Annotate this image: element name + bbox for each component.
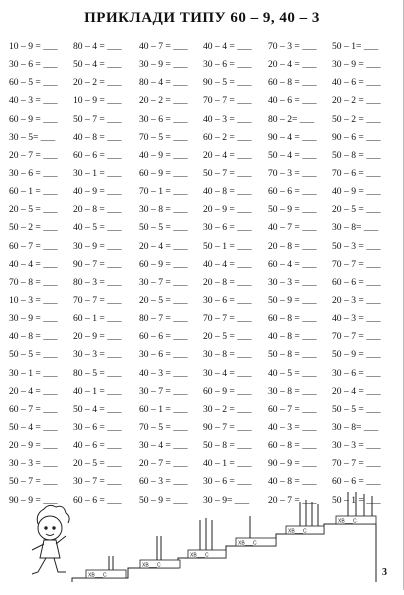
problem-cell: 40 – 6 = ___	[332, 77, 381, 89]
problem-cell: 30 – 1 = ___	[73, 167, 122, 179]
problem-cell: 30 – 9 = ___	[139, 59, 188, 71]
problem-cell: 60 – 7 = ___	[9, 240, 58, 252]
problem-cell: 30 – 7 = ___	[139, 276, 188, 288]
problem-cell: 80 – 4 = ___	[73, 41, 122, 52]
step-label-3: ХВ___С	[190, 552, 209, 559]
problem-cell: 50 – 1 = ___	[332, 494, 381, 506]
problem-cell: 20 – 9 = ___	[73, 331, 122, 343]
problem-cell: 50 – 4 = ___	[268, 149, 317, 161]
problem-cell: 40 – 4 = ___	[9, 258, 58, 270]
problem-cell: 90 – 9 = ___	[268, 458, 317, 470]
problem-cell: 50 – 7 = ___	[73, 113, 122, 125]
problem-cell: 40 – 8 = ___	[9, 331, 58, 343]
problem-cell: 50 – 7 = ___	[9, 476, 58, 488]
problem-cell: 20 – 5 = ___	[139, 294, 188, 306]
problem-cell: 20 – 9 = ___	[9, 440, 58, 452]
problem-cell: 40 – 7 = ___	[268, 222, 317, 234]
problem-cell: 20 – 4 = ___	[268, 59, 317, 71]
problem-cell: 70 – 7 = ___	[203, 95, 252, 107]
problem-cell: 30 – 7 = ___	[73, 476, 122, 488]
problem-cell: 70 – 3 = ___	[268, 41, 317, 52]
problem-cell: 30 – 5= ___	[9, 131, 56, 143]
problem-cell: 60 – 9 = ___	[139, 258, 188, 270]
problem-cell: 60 – 2 = ___	[203, 131, 252, 143]
problem-cell: 10 – 3 = ___	[9, 294, 58, 306]
problem-cell: 20 – 2 = ___	[73, 77, 122, 89]
problem-cell: 60 – 6 = ___	[73, 149, 122, 161]
problem-cell: 30 – 6 = ___	[203, 222, 252, 234]
problem-cell: 80 – 2= ___	[268, 113, 315, 125]
problem-cell: 20 – 5 = ___	[9, 204, 58, 216]
problem-cell: 40 – 5 = ___	[268, 367, 317, 379]
problem-cell: 40 – 3 = ___	[139, 367, 188, 379]
problem-cell: 90 – 6 = ___	[332, 131, 381, 143]
problem-cell: 20 – 9 = ___	[203, 204, 252, 216]
step-label-1: ХВ___С	[88, 572, 107, 579]
problem-cell: 50 – 8 = ___	[203, 440, 252, 452]
problem-cell: 40 – 9 = ___	[139, 149, 188, 161]
problem-cell: 60 – 9 = ___	[203, 385, 252, 397]
problem-cell: 70 – 7 = ___	[332, 331, 381, 343]
problem-cell: 40 – 4 = ___	[203, 41, 252, 52]
problem-cell: 20 – 4 = ___	[203, 149, 252, 161]
problem-cell: 30 – 9 = ___	[332, 59, 381, 71]
problem-cell: 60 – 8 = ___	[268, 77, 317, 89]
problem-cell: 50 – 8 = ___	[268, 349, 317, 361]
problem-cell: 30 – 6 = ___	[203, 59, 252, 71]
problem-cell: 30 – 9 = ___	[9, 313, 58, 325]
problem-cell: 50 – 1= ___	[332, 41, 379, 52]
problem-cell: 70 – 3 = ___	[268, 167, 317, 179]
problem-cell: 40 – 3 = ___	[332, 313, 381, 325]
problem-cell: 90 – 7 = ___	[203, 421, 252, 433]
problem-cell: 20 – 7 = ___	[9, 149, 58, 161]
problem-cell: 50 – 5 = ___	[139, 222, 188, 234]
problem-cell: 60 – 6 = ___	[332, 476, 381, 488]
problem-cell: 30 – 3 = ___	[9, 458, 58, 470]
problem-cell: 50 – 4 = ___	[73, 59, 122, 71]
staircase-illustration	[0, 478, 404, 590]
problem-cell: 90 – 7 = ___	[73, 258, 122, 270]
problem-cell: 40 – 3 = ___	[9, 95, 58, 107]
problem-cell: 30 – 8= ___	[332, 222, 379, 234]
problem-cell: 50 – 2 = ___	[9, 222, 58, 234]
stairs	[72, 492, 376, 582]
problem-cell: 30 – 6 = ___	[139, 113, 188, 125]
problem-cell: 60 – 6 = ___	[332, 276, 381, 288]
problem-cell: 50 – 4 = ___	[9, 421, 58, 433]
problem-cell: 20 – 2 = ___	[139, 95, 188, 107]
problem-cell: 50 – 1 = ___	[203, 240, 252, 252]
problem-cell: 70 – 8 = ___	[9, 276, 58, 288]
problem-cell: 30 – 8 = ___	[268, 385, 317, 397]
problem-cell: 40 – 1 = ___	[203, 458, 252, 470]
problem-cell: 80 – 7 = ___	[139, 313, 188, 325]
problem-cell: 30 – 1 = ___	[9, 367, 58, 379]
problem-cell: 70 – 6 = ___	[332, 167, 381, 179]
problem-cell: 50 – 5 = ___	[332, 403, 381, 415]
page-number: 3	[382, 567, 387, 578]
problem-cell: 60 – 6 = ___	[268, 186, 317, 198]
problem-cell: 10 – 9 = ___	[9, 41, 58, 52]
problem-cell: 20 – 7 = ___	[268, 494, 317, 506]
problem-cell: 40 – 3 = ___	[268, 421, 317, 433]
problem-cell: 30 – 9= ___	[203, 494, 250, 506]
problem-cell: 90 – 9 = ___	[9, 494, 58, 506]
problem-cell: 50 – 9 = ___	[332, 349, 381, 361]
page-title: ПРИКЛАДИ ТИПУ 60 – 9, 40 – 3	[84, 10, 320, 26]
problem-cell: 40 – 3 = ___	[203, 113, 252, 125]
problem-cell: 30 – 2 = ___	[203, 403, 252, 415]
problem-cell: 60 – 4 = ___	[268, 258, 317, 270]
problem-cell: 50 – 3 = ___	[332, 240, 381, 252]
problem-cell: 50 – 2 = ___	[332, 113, 381, 125]
problem-cell: 40 – 4 = ___	[203, 258, 252, 270]
problem-cell: 40 – 6 = ___	[73, 440, 122, 452]
problem-cell: 30 – 6 = ___	[73, 421, 122, 433]
problem-cell: 60 – 6 = ___	[139, 331, 188, 343]
problem-cell: 50 – 8 = ___	[332, 149, 381, 161]
problem-cell: 20 – 5 = ___	[332, 204, 381, 216]
problem-cell: 90 – 5 = ___	[203, 77, 252, 89]
problem-cell: 20 – 4 = ___	[139, 240, 188, 252]
problem-cell: 10 – 9 = ___	[73, 95, 122, 107]
problem-cell: 60 – 7 = ___	[268, 403, 317, 415]
step-label-4: ХВ___С	[238, 540, 257, 547]
problem-cell: 30 – 6 = ___	[203, 294, 252, 306]
problem-cell: 60 – 7 = ___	[9, 403, 58, 415]
problem-cell: 60 – 5 = ___	[9, 77, 58, 89]
problem-cell: 70 – 7 = ___	[332, 258, 381, 270]
problem-cell: 60 – 8 = ___	[268, 440, 317, 452]
problem-cell: 80 – 4 = ___	[139, 77, 188, 89]
problem-cell: 20 – 3 = ___	[332, 294, 381, 306]
problem-cell: 30 – 6 = ___	[9, 167, 58, 179]
problem-cell: 30 – 3 = ___	[73, 349, 122, 361]
step-boxes	[86, 516, 376, 578]
problem-cell: 50 – 7 = ___	[203, 167, 252, 179]
problem-cell: 30 – 6 = ___	[139, 349, 188, 361]
problem-cell: 40 – 7 = ___	[139, 41, 188, 52]
problem-cell: 30 – 7 = ___	[139, 385, 188, 397]
problem-cell: 20 – 8 = ___	[203, 276, 252, 288]
problem-cell: 50 – 5 = ___	[9, 349, 58, 361]
problem-cell: 60 – 1 = ___	[139, 403, 188, 415]
problem-cell: 70 – 1 = ___	[139, 186, 188, 198]
problem-cell: 20 – 5 = ___	[203, 331, 252, 343]
problem-cell: 60 – 1 = ___	[9, 186, 58, 198]
problem-cell: 20 – 4 = ___	[332, 385, 381, 397]
problem-cell: 40 – 9 = ___	[73, 186, 122, 198]
problem-cell: 40 – 8 = ___	[203, 186, 252, 198]
problem-cell: 40 – 8 = ___	[268, 476, 317, 488]
problem-cell: 40 – 8 = ___	[268, 331, 317, 343]
problem-cell: 20 – 7 = ___	[139, 458, 188, 470]
problem-cell: 30 – 8 = ___	[139, 204, 188, 216]
problem-cell: 30 – 4 = ___	[139, 440, 188, 452]
problem-cell: 60 – 6 = ___	[73, 494, 122, 506]
problem-cell: 40 – 6 = ___	[268, 95, 317, 107]
problem-cell: 60 – 9 = ___	[9, 113, 58, 125]
problem-cell: 20 – 4 = ___	[9, 385, 58, 397]
problem-cell: 70 – 5 = ___	[139, 131, 188, 143]
problem-cell: 30 – 3 = ___	[268, 276, 317, 288]
problem-cell: 70 – 7 = ___	[332, 458, 381, 470]
step-label-5: ХВ___С	[288, 528, 307, 535]
problem-cell: 50 – 9 = ___	[268, 204, 317, 216]
problem-cell: 20 – 8 = ___	[73, 204, 122, 216]
problem-cell: 60 – 8 = ___	[268, 313, 317, 325]
problem-cell: 40 – 5 = ___	[73, 222, 122, 234]
problem-cell: 50 – 9 = ___	[139, 494, 188, 506]
problem-cell: 90 – 4 = ___	[268, 131, 317, 143]
child-figure	[32, 505, 69, 574]
staircase-svg	[0, 478, 404, 590]
problem-cell: 30 – 8 = ___	[203, 349, 252, 361]
problem-cell: 20 – 8 = ___	[268, 240, 317, 252]
problem-cell: 30 – 4 = ___	[203, 367, 252, 379]
problem-cell: 20 – 2 = ___	[332, 95, 381, 107]
problem-cell: 70 – 7 = ___	[73, 294, 122, 306]
problem-cell: 70 – 5 = ___	[139, 421, 188, 433]
problem-cell: 40 – 1 = ___	[73, 385, 122, 397]
problem-cell: 20 – 5 = ___	[73, 458, 122, 470]
problem-cell: 80 – 5 = ___	[73, 367, 122, 379]
problem-cell: 30 – 6 = ___	[203, 476, 252, 488]
problem-cell: 30 – 8= ___	[332, 421, 379, 433]
problem-cell: 60 – 3 = ___	[139, 476, 188, 488]
problem-cell: 30 – 6 = ___	[9, 59, 58, 71]
problem-cell: 80 – 3 = ___	[73, 276, 122, 288]
problem-cell: 30 – 9 = ___	[73, 240, 122, 252]
problem-cell: 30 – 6 = ___	[332, 367, 381, 379]
problem-cell: 40 – 9 = ___	[332, 186, 381, 198]
problem-cell: 60 – 1 = ___	[73, 313, 122, 325]
problem-cell: 30 – 3 = ___	[332, 440, 381, 452]
problem-cell: 60 – 9 = ___	[139, 167, 188, 179]
problem-cell: 50 – 4 = ___	[73, 403, 122, 415]
problem-cell: 40 – 8 = ___	[73, 131, 122, 143]
step-label-2: ХВ___С	[142, 562, 161, 569]
step-label-6: ХВ___С	[338, 518, 357, 525]
problem-grid	[9, 38, 397, 510]
problem-cell: 70 – 7 = ___	[203, 313, 252, 325]
problem-cell: 50 – 9 = ___	[268, 294, 317, 306]
